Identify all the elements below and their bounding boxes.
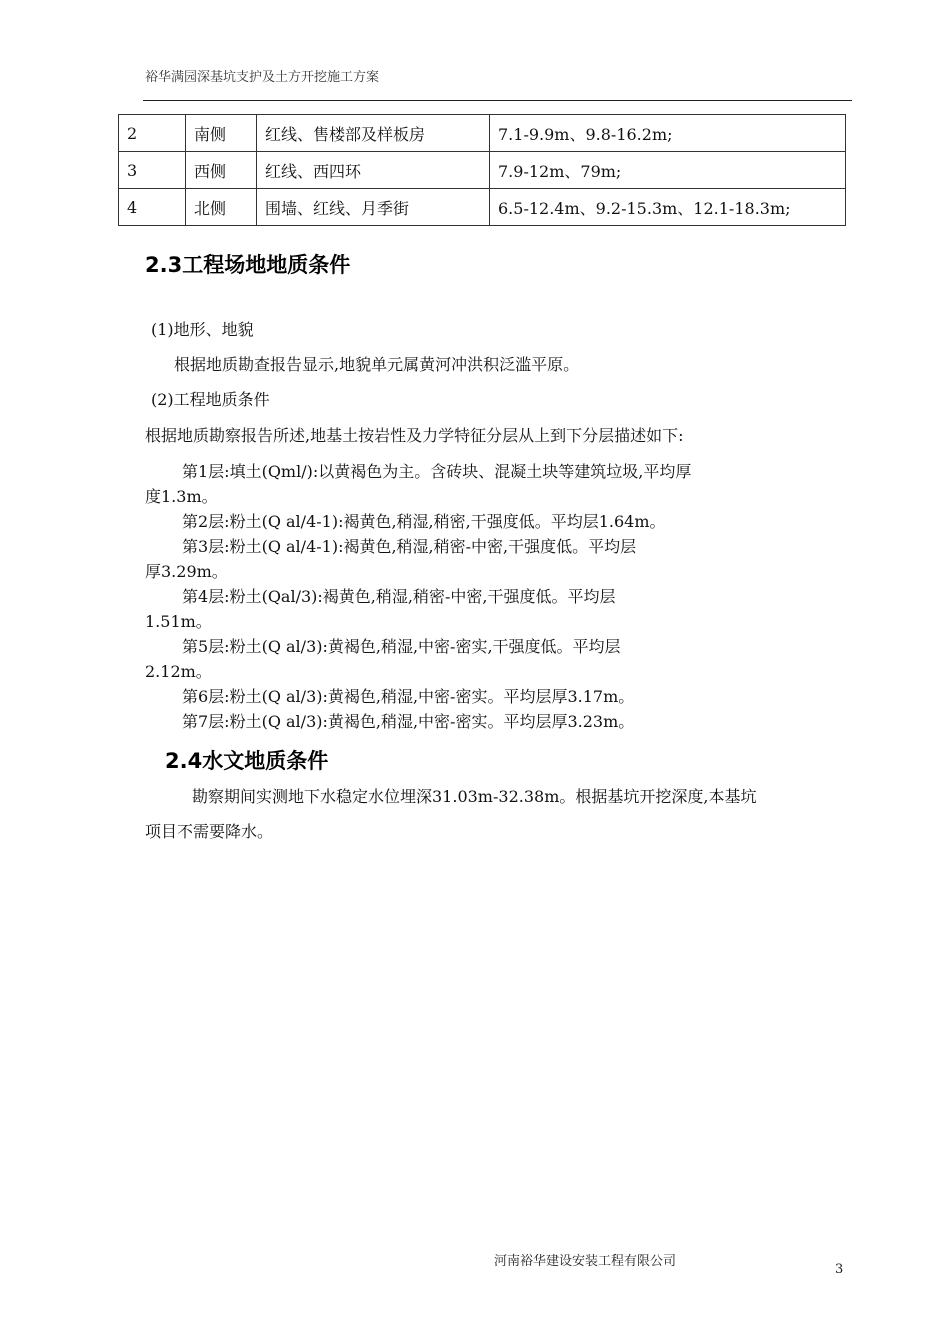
table-cell: 南侧	[186, 115, 257, 152]
paragraph-hydrology-cont: 项目不需要降水。	[145, 822, 274, 841]
layer-line: 第4层:粉土(Qal/3):褐黄色,稍湿,稍密-中密,干强度低。平均层	[182, 587, 616, 606]
layer-line: 第2层:粉土(Q al/4-1):褐黄色,稍湿,稍密,干强度低。平均层1.64m。	[182, 512, 666, 531]
table-cell: 2	[119, 115, 186, 152]
table-cell: 北侧	[186, 189, 257, 226]
table-cell: 红线、售楼部及样板房	[257, 115, 490, 152]
header-title: 裕华满园深基坑支护及土方开挖施工方案	[145, 70, 380, 85]
paragraph-geology: 根据地质勘察报告所述,地基土按岩性及力学特征分层从上到下分层描述如下:	[145, 426, 684, 445]
layer-line: 第6层:粉土(Q al/3):黄褐色,稍湿,中密-密实。平均层厚3.17m。	[182, 687, 635, 706]
distance-table	[118, 114, 846, 226]
table-cell: 围墙、红线、月季街	[257, 189, 490, 226]
layer-line: 厚3.29m。	[145, 562, 228, 581]
layer-line: 第3层:粉土(Q al/4-1):褐黄色,稍湿,稍密-中密,干强度低。平均层	[182, 537, 637, 556]
section-heading-2-4: 2.4水文地质条件	[165, 749, 329, 773]
layer-line: 度1.3m。	[145, 487, 218, 506]
table-row	[119, 152, 846, 189]
subheading-terrain: (1)地形、地貌	[151, 320, 254, 339]
table-row	[119, 189, 846, 226]
table-cell: 红线、西四环	[257, 152, 490, 189]
table-cell: 7.9-12m、79m;	[490, 152, 846, 189]
paragraph-hydrology: 勘察期间实测地下水稳定水位埋深31.03m-32.38m。根据基坑开挖深度,本基坑	[192, 787, 757, 806]
table-cell: 西侧	[186, 152, 257, 189]
section-heading-2-3: 2.3工程场地地质条件	[145, 253, 351, 277]
table-cell: 3	[119, 152, 186, 189]
table-cell: 4	[119, 189, 186, 226]
header-divider	[143, 100, 852, 101]
layer-line: 2.12m。	[145, 662, 212, 681]
table-cell: 6.5-12.4m、9.2-15.3m、12.1-18.3m;	[490, 189, 846, 226]
layer-line: 第7层:粉土(Q al/3):黄褐色,稍湿,中密-密实。平均层厚3.23m。	[182, 712, 635, 731]
page-number: 3	[835, 1262, 844, 1277]
subheading-geology: (2)工程地质条件	[151, 390, 270, 409]
layer-line: 第5层:粉土(Q al/3):黄褐色,稍湿,中密-密实,干强度低。平均层	[182, 637, 621, 656]
paragraph-terrain: 根据地质勘查报告显示,地貌单元属黄河冲洪积泛滥平原。	[174, 355, 580, 374]
table-row	[119, 115, 846, 152]
layer-line: 1.51m。	[145, 612, 212, 631]
layer-line: 第1层:填土(Qml/):以黄褐色为主。含砖块、混凝土块等建筑垃圾,平均厚	[182, 462, 692, 481]
footer-company: 河南裕华建设安装工程有限公司	[494, 1254, 677, 1269]
table-cell: 7.1-9.9m、9.8-16.2m;	[490, 115, 846, 152]
